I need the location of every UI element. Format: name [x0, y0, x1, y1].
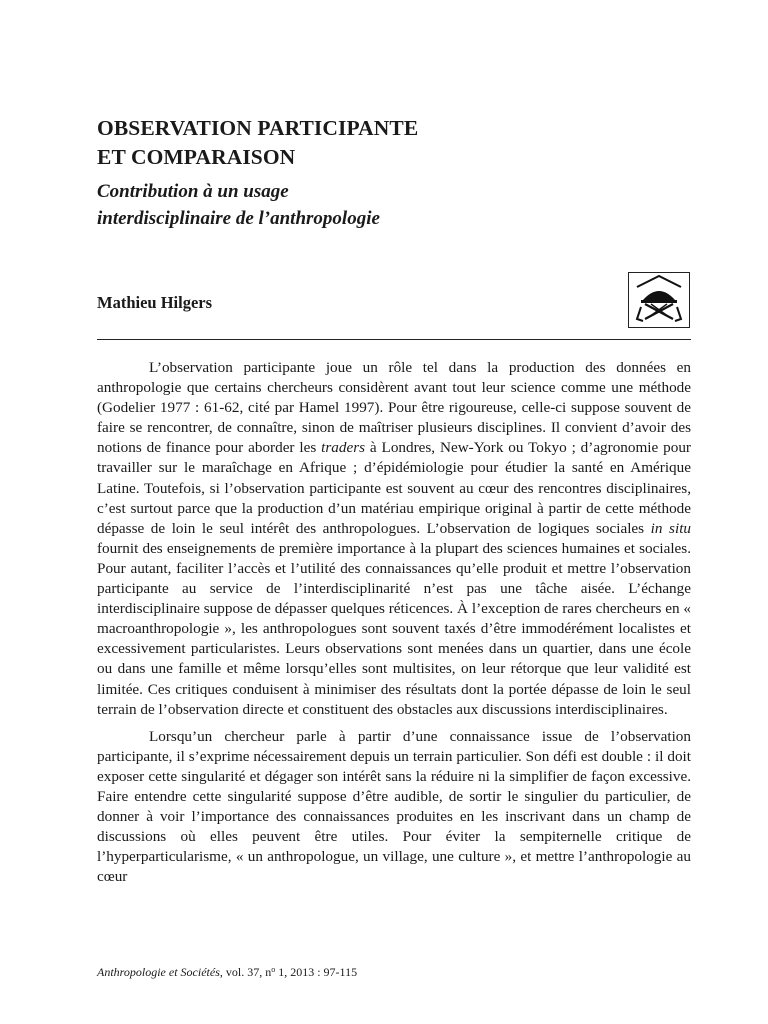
paragraph-1 [97, 358, 691, 720]
article-subtitle-line-2: interdisciplinaire de l’anthropologie [97, 208, 380, 229]
article-title-line-2: ET COMPARAISON [97, 145, 296, 169]
journal-logo-icon [628, 272, 690, 328]
paragraph-1-text-a: L’observation participante joue un rôle tel dans la production des données en anthropologie que certains chercheurs considèrent avant tout leur science comme une méthode (Godelier 1977 : 61-62, cité par Hamel 1997). Pour être rigoureuse, celle-ci suppose souvent de faire se rencontrer, de connaître, sinon de maîtriser plusieurs disciplines. Il convient d’avoir des notions de finance pour aborder les [97, 359, 691, 457]
footer-journal-name: Anthropologie et Sociétés [97, 965, 220, 979]
footer-volume: , vol. 37, n [219, 965, 272, 979]
header-divider [97, 339, 691, 340]
paragraph-1-italic-in-situ: in situ [650, 519, 692, 537]
paragraph-1-text-b: à Londres, New-York ou Tokyo ; d’agronomie pour travailler sur le maraîchage en Afrique ; d’épidémiologie pour étudier la santé en Amérique Latine. Toutefois, si l’observation participante est souvent au cœur des rencontres disciplinaires, c’est surtout parce que la production d’un matériau empirique original à partir de cette méthode dépasse de loin le seul intérêt des anthropologues. L’observation de logiques sociales [97, 439, 691, 537]
footer-number-superscript: o [271, 965, 276, 974]
article-title [97, 114, 418, 172]
article-title-line-1: OBSERVATION PARTICIPANTE [97, 116, 419, 140]
paragraph-2: Lorsqu’un chercheur parle à partir d’une connaissance issue de l’observation participante, il s’exprime nécessairement depuis un terrain particulier. Son défi est double : il doit exposer cette singularité et dégager son intérêt sans la réduire ni la simplifier de façon excessive. Faire entendre cette singularité suppose d’être audible, de sortir le singulier du particulier, de donner à voir l’importance des connaissances produites en les inscrivant dans un champ de discussions où elles peuvent être utiles. Pour éviter la sempiternelle critique de l’hyperparticularisme, « un anthropologue, un village, une culture », et mettre l’anthropologie au cœur [97, 727, 691, 886]
paragraph-1-italic-traders: traders [321, 439, 366, 457]
journal-logo-graphic [629, 273, 689, 327]
article-subtitle [97, 178, 380, 232]
article-body [97, 358, 691, 894]
article-subtitle-line-1: Contribution à un usage [97, 181, 289, 202]
author-name: Mathieu Hilgers [97, 293, 213, 312]
page [97, 0, 691, 1024]
page-footer-citation [97, 964, 357, 980]
footer-issue-pages: 1, 2013 : 97-115 [275, 965, 358, 979]
paragraph-1-text-c: fournit des enseignements de première importance à la plupart des sciences humaines et sociales. Pour autant, faciliter l’accès et l’utilité des connaissances qu’elle produit et mettre l’observation participante au service de l’interdisciplinarité n’est pas une tâche aisée. L’échange interdisciplinaire suppose de dépasser quelques réticences. À l’exception de rares chercheurs en « macroanthropologie », les anthropologues sont souvent taxés d’être immodérément localistes et excessivement particularistes. Leurs observations sont menées dans un quartier, dans une école ou dans une famille et même lorsqu’elles sont multisites, on leur rétorque que leur validité est limitée. Ces critiques conduisent à minimiser des résultats dont la portée dépasse de loin le seul terrain de l’observation directe et constituent des obstacles aux discussions interdisciplinaires. [97, 539, 691, 718]
